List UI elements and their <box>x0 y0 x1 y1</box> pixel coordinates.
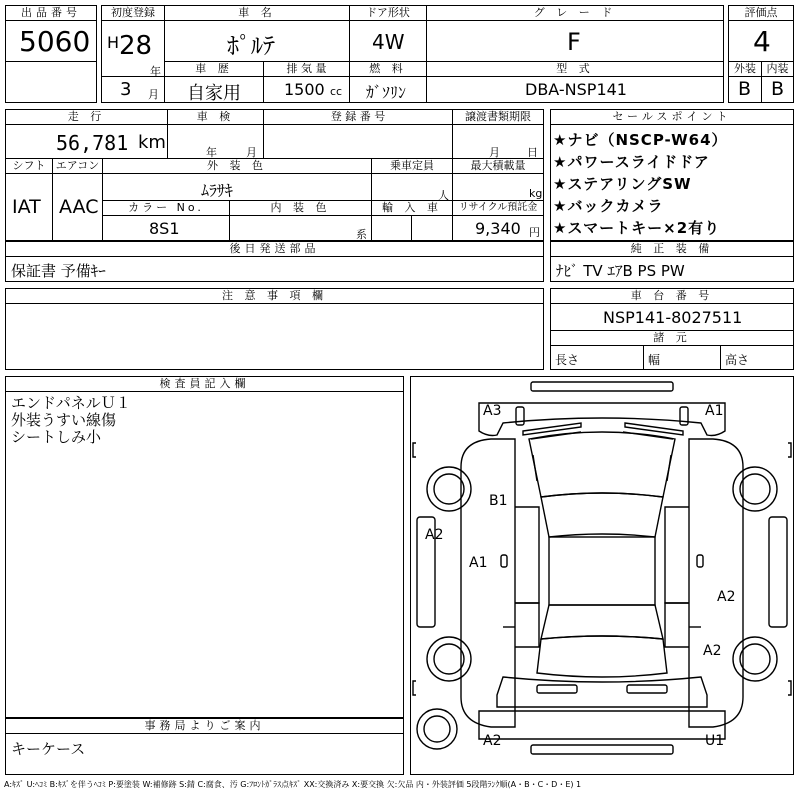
ac-value: AAC <box>59 196 99 218</box>
office-label: 事務局よりご案内 <box>5 718 404 734</box>
model-cell <box>426 76 724 103</box>
door-cell <box>349 20 427 62</box>
sales-point-item: ★スマートキー×2有り <box>553 219 721 237</box>
displacement-unit: cc <box>330 85 343 98</box>
color-no-label: カラー No. <box>102 200 230 216</box>
load-cell <box>452 173 544 201</box>
sales-point-item: ★パワースライドドア <box>553 153 710 171</box>
month-unit: 月 <box>148 88 159 101</box>
sales-points-box <box>550 124 794 241</box>
fuel-label: 燃 料 <box>349 61 427 77</box>
ac-label: エアコン <box>52 158 103 174</box>
shift-value: IAT <box>12 196 41 218</box>
exterior-value: B <box>738 78 752 100</box>
model-label: 型 式 <box>426 61 724 77</box>
history-label: 車 歴 <box>164 61 264 77</box>
mileage-label: 走 行 <box>5 109 168 125</box>
inspector-line: 外装うすい線傷 <box>11 411 117 429</box>
ac-cell <box>52 173 103 241</box>
mark-a2-right-door: A2 <box>717 589 736 605</box>
fuel-value: ｶﾞｿﾘﾝ <box>366 83 407 102</box>
mark-a1-left-door: A1 <box>469 555 488 571</box>
displacement-value: 1500 <box>284 80 325 99</box>
exterior-cell <box>728 76 762 103</box>
import-cell-a <box>371 215 412 241</box>
width-cell <box>643 345 721 370</box>
later-parts-cell <box>5 256 544 282</box>
score-value: 4 <box>753 25 771 58</box>
grade-value: F <box>567 28 581 56</box>
era-letter: H <box>107 33 120 52</box>
width-label: 幅 <box>648 353 661 367</box>
car-name: ﾎﾟﾙﾃ <box>227 32 275 60</box>
mileage-value: 56,781 <box>56 131 129 155</box>
import-label: 輸 入 車 <box>371 200 453 216</box>
inspection-cell <box>167 124 264 159</box>
inspector-label: 検査員記入欄 <box>5 376 404 392</box>
history-value: 自家用 <box>187 83 241 103</box>
inspector-line: エンドパネルＵ１ <box>11 394 131 412</box>
genuine-value: ﾅﾋﾞ TV ｴｱB PS PW <box>556 262 685 280</box>
load-unit: kg <box>529 187 543 200</box>
recycle-value: 9,340 <box>475 219 521 238</box>
mark-u1-rear-right: U1 <box>705 733 725 749</box>
fuel-cell <box>349 76 427 103</box>
transfer-cell <box>452 124 544 159</box>
recycle-cell <box>452 215 544 241</box>
capacity-unit: 人 <box>438 189 449 201</box>
length-cell <box>550 345 644 370</box>
genuine-label: 純 正 装 備 <box>550 241 794 257</box>
score-label: 評価点 <box>728 5 794 21</box>
shift-cell <box>5 173 53 241</box>
color-no-value: 8S1 <box>149 219 180 238</box>
history-cell <box>164 76 264 103</box>
capacity-cell <box>371 173 453 201</box>
inspector-line: シートしみ小 <box>11 428 102 446</box>
ext-color-label: 外 装 色 <box>102 158 372 174</box>
chassis-cell <box>550 303 794 331</box>
mark-a2-rear-left: A2 <box>483 733 502 749</box>
recycle-unit: 円 <box>529 226 540 239</box>
transfer-month-unit: 月 <box>489 146 500 159</box>
sales-point-item: ★ナビ（NSCP-W64） <box>553 131 728 149</box>
inspector-box <box>5 391 404 718</box>
mileage-cell <box>5 124 168 159</box>
later-parts-label: 後日発送部品 <box>5 241 544 257</box>
later-parts-value: 保証書 予備ｷｰ <box>11 262 106 280</box>
car-name-cell <box>164 20 350 62</box>
mark-a3-front-left: A3 <box>483 403 502 419</box>
displacement-cell <box>263 76 350 103</box>
legend-text: A:ｷｽﾞ U:ﾍｺﾐ B:ｷｽﾞを伴うﾍｺﾐ P:要塗装 W:補修跡 S:錆 C:腐食、汚 G:ﾌﾛﾝﾄｶﾞﾗｽ点ｷｽﾞ XX:交換済み X:要交換 欠:欠品 内・外装評価 5段階ﾗﾝｸ順(A・B・C・D・E) 1 <box>4 780 582 789</box>
score-cell <box>728 20 794 62</box>
chassis-value: NSP141-8027511 <box>603 308 743 327</box>
year-unit: 年 <box>150 65 161 77</box>
load-label: 最大積載量 <box>452 158 544 174</box>
height-label: 高さ <box>725 353 750 367</box>
lot-number: 5060 <box>19 25 91 58</box>
office-value: キーケース <box>11 740 86 758</box>
interior-value: B <box>771 78 785 100</box>
notes-label: 注 意 事 項 欄 <box>5 288 544 304</box>
interior-label: 内装 <box>761 61 794 77</box>
car-diagram <box>411 377 793 774</box>
first-reg-month-cell <box>101 76 165 103</box>
reg-no-label: 登 録 番 号 <box>263 109 453 125</box>
int-color-label: 内 装 色 <box>229 200 372 216</box>
grade-cell <box>426 20 724 62</box>
first-reg-year-cell <box>101 20 165 77</box>
first-reg-year: 28 <box>119 31 153 61</box>
mark-a2-left-side: A2 <box>425 527 444 543</box>
mark-b1-left: B1 <box>489 493 508 509</box>
recycle-label: リサイクル預託金 <box>452 200 544 216</box>
reg-no-cell <box>263 124 453 159</box>
grade-label: グ レ ー ド <box>426 5 724 21</box>
door-label: ドア形状 <box>349 5 427 21</box>
interior-cell <box>761 76 794 103</box>
door-type: 4W <box>372 30 405 54</box>
lot-empty-cell <box>5 61 97 103</box>
inspection-label: 車 検 <box>167 109 264 125</box>
sales-point-item: ★バックカメラ <box>553 197 664 215</box>
sales-points-label: セールスポイント <box>550 109 794 125</box>
ext-color-cell <box>102 173 372 201</box>
displacement-label: 排 気 量 <box>263 61 350 77</box>
shift-label: シフト <box>5 158 53 174</box>
mark-a2-right-lower: A2 <box>703 643 722 659</box>
int-color-unit: 系 <box>356 228 367 241</box>
transfer-day-unit: 日 <box>527 146 538 159</box>
exterior-label: 外装 <box>728 61 762 77</box>
genuine-cell <box>550 256 794 282</box>
int-color-cell <box>229 215 372 241</box>
model-value: DBA-NSP141 <box>525 80 627 99</box>
lot-label: 出品番号 <box>5 5 97 21</box>
mark-a1-front-right: A1 <box>705 403 724 419</box>
notes-box <box>5 303 544 370</box>
car-diagram-frame <box>410 376 794 775</box>
mileage-unit: km <box>138 132 166 153</box>
inspection-month-unit: 月 <box>246 146 257 159</box>
length-label: 長さ <box>555 353 580 367</box>
car-name-label: 車 名 <box>164 5 350 21</box>
ext-color-value: ﾑﾗｻｷ <box>201 181 234 200</box>
height-cell <box>720 345 794 370</box>
sales-point-item: ★ステアリングSW <box>553 175 692 193</box>
first-reg-month: 3 <box>120 79 132 100</box>
color-no-cell <box>102 215 230 241</box>
chassis-label: 車 台 番 号 <box>550 288 794 304</box>
capacity-label: 乗車定員 <box>371 158 453 174</box>
transfer-label: 譲渡書類期限 <box>452 109 544 125</box>
specs-label: 諸 元 <box>550 330 794 346</box>
lot-cell <box>5 20 97 62</box>
import-cell-b <box>411 215 453 241</box>
office-box <box>5 733 404 775</box>
first-reg-label: 初度登録 <box>101 5 165 21</box>
inspection-year-unit: 年 <box>206 146 217 159</box>
